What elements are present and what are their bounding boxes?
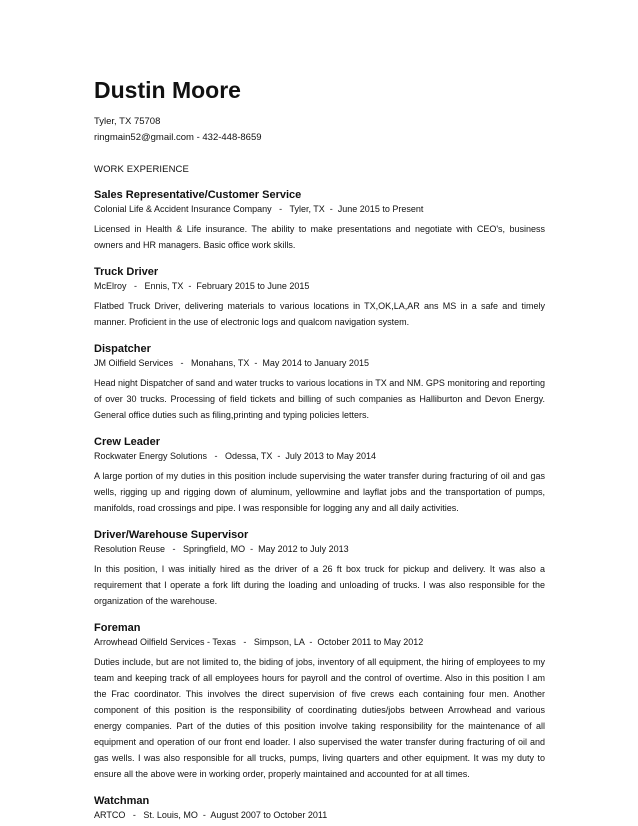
job-entry bbox=[94, 794, 545, 822]
job-title: Watchman bbox=[94, 795, 150, 807]
job-entry bbox=[94, 342, 545, 423]
job-description: Duties include, but are not limited to, the biding of jobs, inventory of all equipment, the hiring of employees to my team and keeping track of all employees hours for payroll and the control of overtime. Also in this position I am the Frac coordinator. This involves the direct supervision of five crews each containing four men. Another component of this position is the responsibility of coordinating duties/jobs between Arrowhead and various energy companies. Part of the duties of this position involve taking responsibility for the maintenance of all equipment and operation of our front end loader. I also supervised the water transfer during fracturing of oil and gas wells. I was also responsible for all trucks, pumps, living quarters and other equipment. It was my duty to ensure all the above were in working order, properly maintained and accounted for at all times. bbox=[94, 657, 545, 779]
job-meta: Colonial Life & Accident Insurance Company - Tyler, TX - June 2015 to Present bbox=[94, 204, 424, 214]
job-entry bbox=[94, 265, 545, 330]
location-text: Tyler, TX 75708 bbox=[94, 116, 161, 127]
job-description: Flatbed Truck Driver, delivering materials to various locations in TX,OK,LA,AR ans MS in a safe and timely manner. Proficient in the use of electronic logs and qualcom navigation system. bbox=[94, 301, 545, 327]
job-title: Sales Representative/Customer Service bbox=[94, 189, 302, 201]
candidate-name: Dustin Moore bbox=[94, 77, 241, 103]
job-meta: Rockwater Energy Solutions - Odessa, TX - July 2013 to May 2014 bbox=[94, 451, 376, 461]
job-meta: ARTCO - St. Louis, MO - August 2007 to October 2011 bbox=[94, 810, 328, 820]
job-list bbox=[94, 188, 545, 822]
job-meta: Resolution Reuse - Springfield, MO - May 2012 to July 2013 bbox=[94, 544, 349, 554]
job-entry bbox=[94, 435, 545, 516]
job-title: Dispatcher bbox=[94, 343, 151, 355]
job-title: Driver/Warehouse Supervisor bbox=[94, 529, 249, 541]
job-description: Licensed in Health & Life insurance. The ability to make presentations and negotiate with CEO's, business owners and HR managers. Basic office work skills. bbox=[94, 224, 545, 250]
job-title: Crew Leader bbox=[94, 436, 161, 448]
job-description: A large portion of my duties in this position include supervising the water transfer during fracturing of oil and gas wells, rigging up and rigging down of aluminum, yellowmine and layflat jobs and the transportation of pumps, manifolds, road crossings and pipe. I was responsible for logging any and all daily activities. bbox=[94, 471, 545, 513]
job-description: Head night Dispatcher of sand and water trucks to various locations in TX and NM. GPS monitoring and reporting of over 30 trucks. Processing of field tickets and billing of such companies as Halliburton and Devon Energy. General office duties such as filing,printing and typing policies letters. bbox=[94, 378, 545, 420]
job-entry bbox=[94, 528, 545, 609]
email-phone-text: ringmain52@gmail.com - 432-448-8659 bbox=[94, 132, 262, 143]
job-title: Foreman bbox=[94, 622, 141, 634]
job-meta: JM Oilfield Services - Monahans, TX - May 2014 to January 2015 bbox=[94, 358, 369, 368]
job-meta: Arrowhead Oilfield Services - Texas - Simpson, LA - October 2011 to May 2012 bbox=[94, 637, 424, 647]
job-entry bbox=[94, 621, 545, 782]
section-heading-work-experience: WORK EXPERIENCE bbox=[94, 164, 189, 175]
job-title: Truck Driver bbox=[94, 266, 159, 278]
job-meta: McElroy - Ennis, TX - February 2015 to June 2015 bbox=[94, 281, 310, 291]
job-entry bbox=[94, 188, 545, 253]
job-description: In this position, I was initially hired as the driver of a 26 ft box truck for pickup and delivery. It was also a requirement that I operate a fork lift during the loading and unloading of trucks. I was also responsible for the organization of the warehouse. bbox=[94, 564, 545, 606]
contact-block bbox=[94, 114, 545, 146]
